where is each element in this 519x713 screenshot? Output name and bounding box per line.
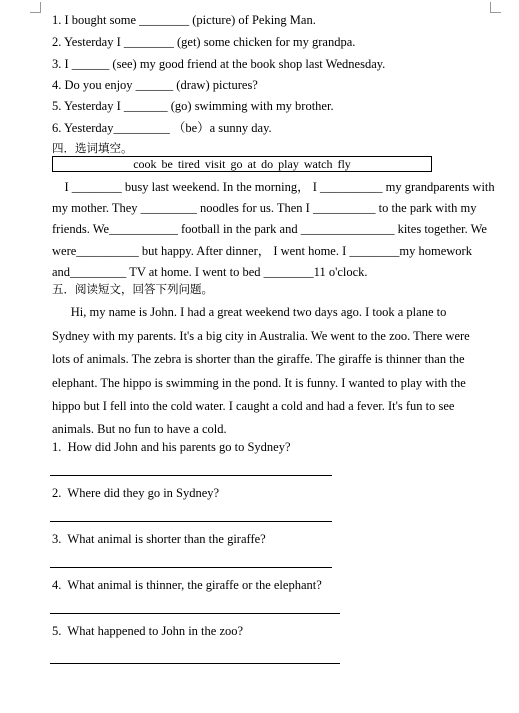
answer-line-4[interactable]: [50, 613, 340, 614]
passage-line-3: lots of animals. The zebra is shorter than the giraffe. The giraffe is thinner than the: [52, 352, 465, 366]
exercise-2: 2. Yesterday I ________ (get) some chicken for my grandpa.: [52, 35, 356, 49]
passage-line-6: animals. But no fun to have a cold.: [52, 422, 227, 436]
answer-line-1[interactable]: [50, 475, 332, 476]
passage-line-4: elephant. The hippo is swimming in the pond. It is funny. I wanted to play with the: [52, 376, 466, 390]
answer-line-3[interactable]: [50, 567, 332, 568]
fill-line-3: friends. We___________ football in the park and _______________ kites together. We: [52, 222, 487, 236]
question-4: 4. What animal is thinner, the giraffe or the elephant?: [52, 578, 322, 592]
exercise-1: 1. I bought some ________ (picture) of Peking Man.: [52, 13, 316, 27]
passage-line-2: Sydney with my parents. It's a big city in Australia. We went to the zoo. There were: [52, 329, 470, 343]
crop-mark-top-left: [30, 2, 41, 13]
exercise-6: 6. Yesterday_________ （be）a sunny day.: [52, 121, 272, 135]
question-5: 5. What happened to John in the zoo?: [52, 624, 244, 638]
passage-line-1: Hi, my name is John. I had a great weekend two days ago. I took a plane to: [52, 305, 447, 319]
fill-line-4: were__________ but happy. After dinner， I went home. I ________my homework: [52, 244, 472, 258]
question-2: 2. Where did they go in Sydney?: [52, 486, 220, 500]
question-3: 3. What animal is shorter than the giraffe?: [52, 532, 266, 546]
fill-line-2: my mother. They _________ noodles for us. Then I __________ to the park with my: [52, 201, 477, 215]
fill-line-1: I ________ busy last weekend. In the morning， I __________ my grandparents with: [52, 180, 495, 194]
exercise-3: 3. I ______ (see) my good friend at the book shop last Wednesday.: [52, 57, 386, 71]
section-5-title: 五．阅读短文，回答下列问题。: [52, 282, 213, 296]
word-box: cook be tired visit go at do play watch fly: [52, 156, 432, 172]
section-4-title: 四．选词填空。: [52, 141, 133, 155]
answer-line-2[interactable]: [50, 521, 332, 522]
question-1: 1. How did John and his parents go to Sydney?: [52, 440, 291, 454]
answer-line-5[interactable]: [50, 663, 340, 664]
fill-line-5: and_________ TV at home. I went to bed ________11 o'clock.: [52, 265, 368, 279]
exercise-4: 4. Do you enjoy ______ (draw) pictures?: [52, 78, 258, 92]
exercise-5: 5. Yesterday I _______ (go) swimming with my brother.: [52, 99, 334, 113]
passage-line-5: hippo but I fell into the cold water. I caught a cold and had a fever. It's fun to see: [52, 399, 455, 413]
crop-mark-top-right: [490, 2, 501, 13]
